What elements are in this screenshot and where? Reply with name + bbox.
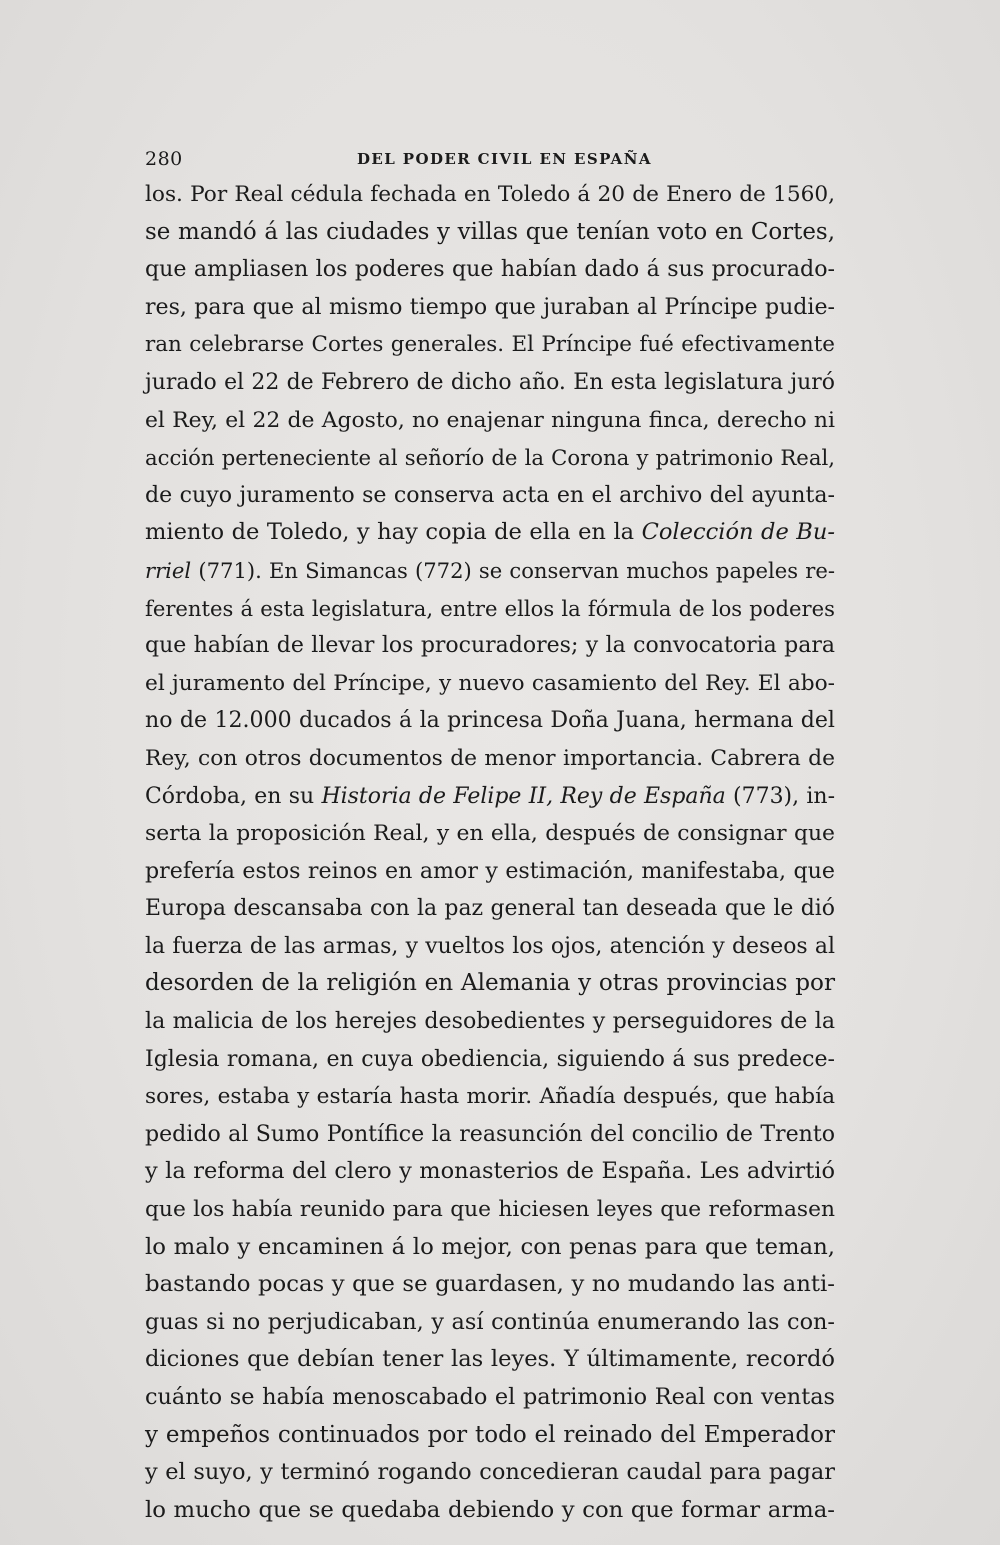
text-segment: diciones que debían tener las leyes. Y últimamente, recordó	[145, 1346, 835, 1373]
text-line	[145, 552, 835, 590]
text-line	[145, 1116, 835, 1154]
text-line	[145, 665, 835, 703]
text-line	[145, 853, 835, 891]
text-segment: y la reforma del clero y monasterios de España. Les advirtió	[145, 1158, 835, 1185]
text-line	[145, 1229, 835, 1267]
text-line	[145, 1266, 835, 1304]
text-segment: sores, estaba y estaría hasta morir. Añadía después, que había	[145, 1084, 835, 1110]
text-segment: y el suyo, y terminó rogando concedieran caudal para pagar	[145, 1459, 835, 1486]
text-segment: ran celebrarse Cortes generales. El Príncipe fué efectivamente	[145, 332, 835, 358]
text-segment: Iglesia romana, en cuya obediencia, siguiendo á sus predece-	[145, 1046, 835, 1072]
text-segment: Europa descansaba con la paz general tan deseada que le dió	[145, 896, 835, 922]
text-line	[145, 514, 835, 552]
text-line	[145, 1304, 835, 1342]
text-segment: la malicia de los herejes desobedientes y perseguidores de la	[145, 1008, 835, 1035]
text-line	[145, 1153, 835, 1191]
text-segment: (771). En Simancas (772) se conservan muchos papeles re-	[191, 557, 835, 583]
text-line	[145, 627, 835, 665]
text-segment: prefería estos reinos en amor y estimación, manifestaba, que	[145, 857, 835, 884]
text-segment: el juramento del Príncipe, y nuevo casamiento del Rey. El abo-	[145, 670, 835, 696]
page-number: 280	[145, 148, 183, 170]
text-segment: (773), in-	[725, 783, 835, 809]
body-text	[145, 176, 835, 1529]
text-segment: guas si no perjudicaban, y así continúa enumerando las con-	[145, 1308, 835, 1335]
italic-text-segment: rriel	[145, 557, 192, 583]
text-segment: miento de Toledo, y hay copia de ella en la	[145, 519, 642, 546]
text-line	[145, 1454, 835, 1492]
text-line	[145, 1191, 835, 1229]
text-line	[145, 251, 835, 289]
text-segment: se mandó á las ciudades y villas que tenían voto en Cortes,	[145, 218, 835, 245]
text-line	[145, 439, 835, 477]
running-head	[145, 148, 835, 170]
text-segment: ferentes á esta legislatura, entre ellos la fórmula de los poderes	[145, 595, 835, 621]
text-line	[145, 965, 835, 1003]
text-segment: que ampliasen los poderes que habían dado á sus procurado-	[145, 256, 835, 283]
text-line	[145, 928, 835, 966]
text-line	[145, 1003, 835, 1041]
text-line	[145, 1078, 835, 1116]
text-line	[145, 1379, 835, 1417]
text-line	[145, 702, 835, 740]
text-line	[145, 214, 835, 252]
text-segment: desorden de la religión en Alemania y otras provincias por	[145, 970, 835, 997]
text-segment: res, para que al mismo tiempo que juraban al Príncipe pudie-	[145, 294, 835, 320]
text-segment: lo malo y encaminen á lo mejor, con penas para que teman,	[145, 1233, 835, 1260]
text-line	[145, 1341, 835, 1379]
text-line	[145, 176, 835, 214]
text-line	[145, 1041, 835, 1079]
text-segment: bastando pocas y que se guardasen, y no mudando las anti-	[145, 1271, 835, 1298]
text-line	[145, 326, 835, 364]
text-line	[145, 402, 835, 440]
running-title: DEL PODER CIVIL EN ESPAÑA	[357, 150, 652, 168]
text-line	[145, 477, 835, 515]
text-line	[145, 1492, 835, 1530]
text-segment: de cuyo juramento se conserva acta en el archivo del ayunta-	[145, 481, 835, 508]
text-segment: y empeños continuados por todo el reinado del Emperador	[145, 1421, 835, 1448]
italic-text-segment: Historia de Felipe II, Rey de España	[321, 783, 726, 809]
text-segment: el Rey, el 22 de Agosto, no enajenar ninguna finca, derecho ni	[145, 407, 835, 433]
text-line	[145, 289, 835, 327]
text-segment: que los había reunido para que hiciesen leyes que reformasen	[145, 1197, 835, 1223]
text-segment: lo mucho que se quedaba debiendo y con que formar arma-	[145, 1496, 835, 1523]
text-line	[145, 890, 835, 928]
text-segment: Córdoba, en su	[145, 783, 322, 809]
text-segment: que habían de llevar los procuradores; y la convocatoria para	[145, 633, 835, 659]
text-line	[145, 1417, 835, 1455]
text-segment: no de 12.000 ducados á la princesa Doña Juana, hermana del	[145, 708, 835, 734]
text-line	[145, 590, 835, 628]
text-segment: cuánto se había menoscabado el patrimonio Real con ventas	[145, 1384, 835, 1410]
text-line	[145, 778, 835, 816]
italic-text-segment: Colección de Bu-	[641, 519, 836, 546]
text-segment: Rey, con otros documentos de menor importancia. Cabrera de	[145, 745, 835, 771]
text-segment: los. Por Real cédula fechada en Toledo á 20 de Enero de 1560,	[145, 182, 835, 207]
text-segment: jurado el 22 de Febrero de dicho año. En esta legislatura juró	[145, 369, 835, 395]
text-segment: la fuerza de las armas, y vueltos los ojos, atención y deseos al	[145, 933, 835, 959]
text-segment: acción perteneciente al señorío de la Corona y patrimonio Real,	[145, 445, 835, 471]
text-segment: serta la proposición Real, y en ella, después de consignar que	[145, 821, 835, 847]
text-segment: pedido al Sumo Pontífice la reasunción del concilio de Trento	[145, 1121, 835, 1147]
text-line	[145, 364, 835, 402]
text-line	[145, 815, 835, 853]
text-line	[145, 740, 835, 778]
